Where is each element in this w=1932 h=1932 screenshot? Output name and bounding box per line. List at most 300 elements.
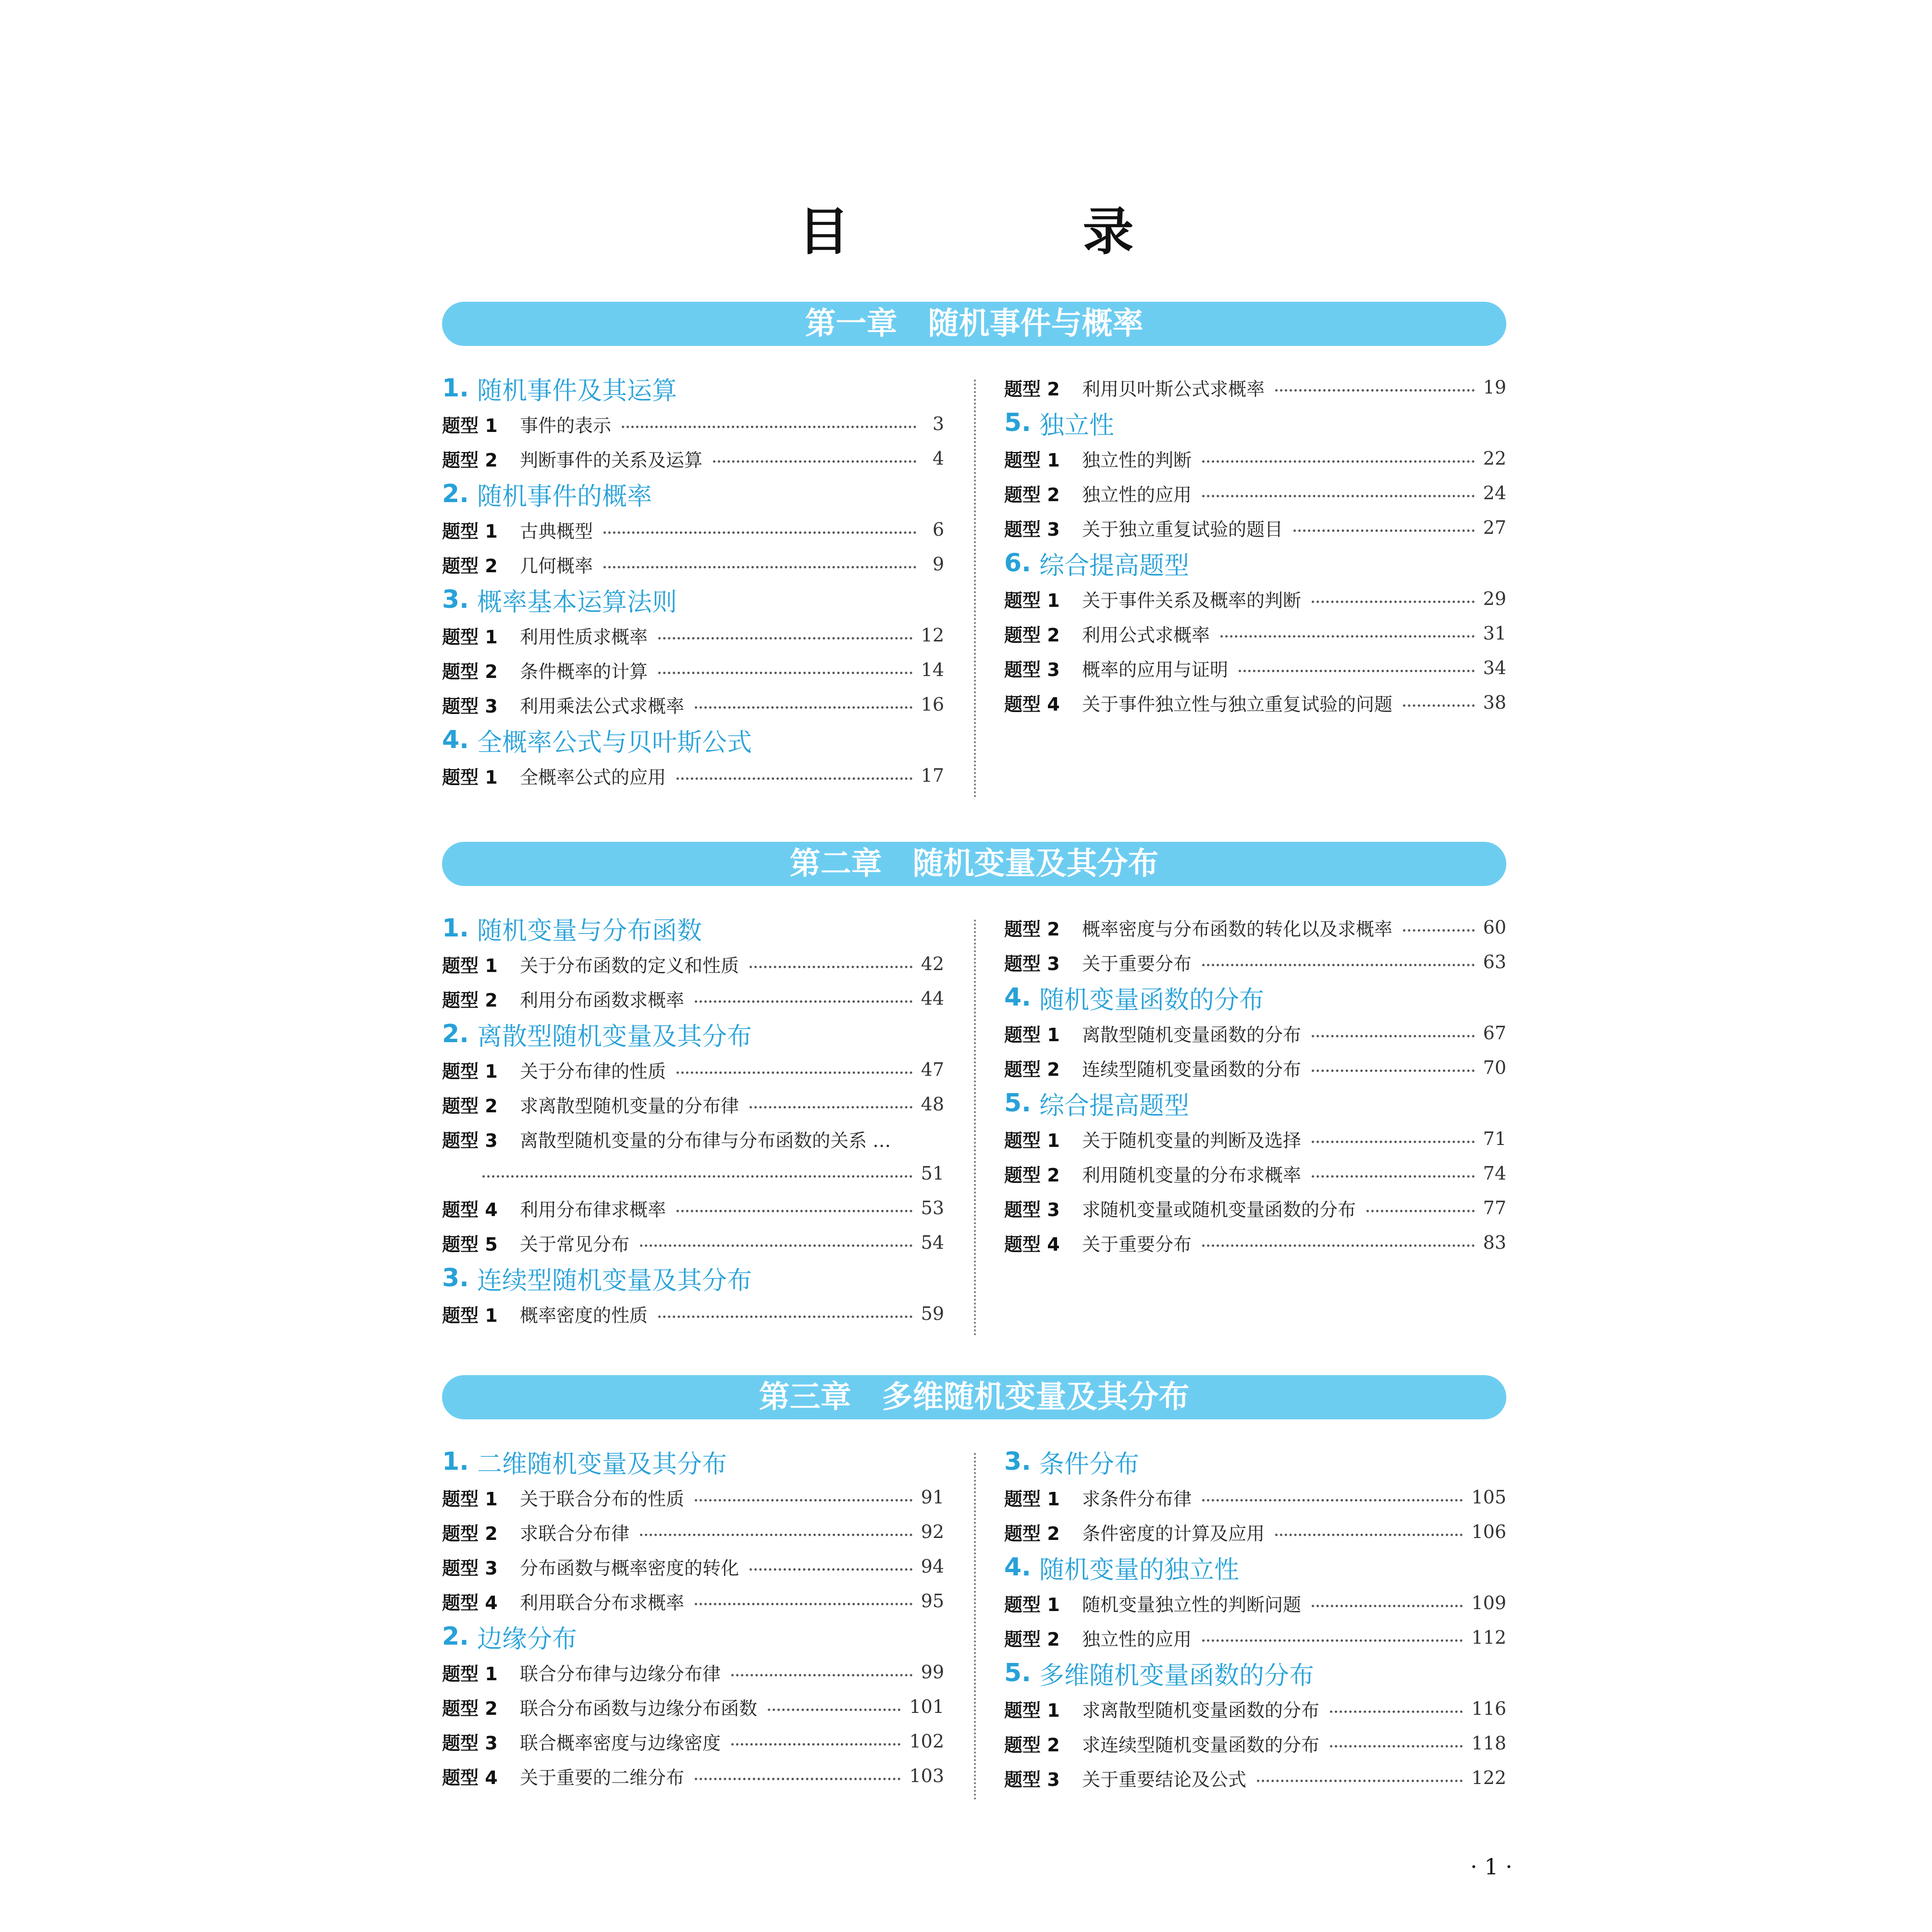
toc-entry[interactable] [1004,616,1506,651]
entry-title: 离散型随机变量的分布律与分布函数的关系 … [520,1130,891,1151]
topic-type-number: 1 [485,415,498,436]
toc-entry[interactable] [442,1549,944,1584]
toc-entry[interactable] [1004,1191,1506,1225]
entry-title: 独立性的判断 [1082,449,1192,471]
topic-type-word: 题型 [442,415,479,436]
page-ref: 105 [1471,1487,1506,1508]
toc-entry[interactable] [1004,1121,1506,1156]
dot-leader [1275,389,1475,392]
section-title: 边缘分布 [477,1624,578,1654]
toc-entry[interactable] [1004,1586,1506,1620]
dot-leader [1312,1035,1475,1037]
topic-type-number: 3 [485,1557,498,1579]
toc-column-right [1004,910,1506,1260]
dot-leader [750,966,912,968]
topic-type-word: 题型 [442,1199,479,1220]
toc-entry[interactable] [442,758,944,793]
entry-title: 关于重要分布 [1082,1233,1192,1255]
section-heading[interactable] [1004,1085,1506,1121]
topic-type-label [442,691,520,718]
topic-type-word: 题型 [442,1488,479,1510]
section-title: 随机变量的独立性 [1039,1555,1240,1585]
page-ref: 83 [1483,1232,1506,1253]
section-title: 随机变量与分布函数 [477,916,702,946]
topic-type-number: 3 [485,695,498,717]
toc-column-left [442,370,944,793]
entry-title: 关于重要的二维分布 [520,1767,685,1788]
dot-leader [603,566,916,568]
topic-type-number: 2 [1047,624,1060,646]
dot-leader [1403,929,1475,932]
topic-type-number: 5 [485,1233,498,1255]
dot-leader [1239,670,1475,672]
dot-leader [677,1210,912,1212]
topic-type-label [442,1553,520,1580]
toc-entry[interactable] [442,441,944,476]
toc-entry[interactable] [442,618,944,652]
topic-type-label [442,951,520,977]
entry-title: 关于常见分布 [520,1233,630,1255]
topic-type-label [442,551,520,578]
toc-entry[interactable] [1004,1050,1506,1085]
page-ref: 16 [921,694,944,715]
toc-entry[interactable] [442,687,944,722]
entry-title: 联合概率密度与边缘密度 [520,1732,721,1754]
topic-type-number: 1 [485,1663,498,1685]
section-heading[interactable] [442,910,944,947]
dot-leader [482,1175,912,1178]
topic-type-label [442,445,520,472]
dot-leader [1257,1780,1463,1782]
entry-title: 概率密度的性质 [520,1304,648,1326]
dot-leader [1312,1070,1475,1072]
toc-entry[interactable] [442,1087,944,1121]
toc-entry[interactable] [1004,1514,1506,1549]
toc-entry[interactable] [1004,476,1506,510]
section-title: 条件分布 [1039,1450,1140,1479]
topic-type-word: 题型 [442,1592,479,1613]
dot-leader [658,672,912,674]
toc-entry[interactable] [1004,1480,1506,1514]
topic-type-word: 题型 [1004,1130,1041,1151]
topic-type-label [1004,620,1082,647]
topic-type-label [442,1519,520,1545]
topic-type-number: 2 [485,1698,498,1719]
topic-type-number: 1 [485,766,498,788]
page-ref: 54 [921,1232,944,1253]
toc-entry[interactable] [442,1052,944,1087]
dot-leader [658,637,912,640]
page-ref: 77 [1483,1197,1506,1218]
topic-type-label [1004,914,1082,941]
page-ref: 101 [909,1696,944,1717]
topic-type-word: 题型 [442,695,479,717]
dot-leader [695,1603,912,1605]
entry-title: 利用分布函数求概率 [520,989,685,1011]
entry-title: 独立性的应用 [1082,484,1192,505]
topic-type-label [442,1484,520,1511]
page-ref: 106 [1471,1521,1506,1542]
entry-title: 求随机变量或随机变量函数的分布 [1082,1199,1356,1220]
page-ref: 109 [1471,1592,1506,1613]
toc-entry[interactable] [442,947,944,981]
topic-type-label [1004,689,1082,716]
toc-entry[interactable] [442,1480,944,1514]
topic-type-label [442,1126,520,1152]
topic-type-number: 2 [1047,378,1060,400]
toc-entry[interactable] [442,1724,944,1759]
topic-type-label [1004,374,1082,401]
entry-title: 事件的表示 [520,415,612,436]
section-number: 5. [1004,408,1031,437]
section-number: 2. [442,1622,469,1651]
entry-title: 随机变量独立性的判断问题 [1082,1594,1302,1615]
section-title: 概率基本运算法则 [477,588,677,617]
topic-type-word: 题型 [442,955,479,976]
topic-type-label [1004,1696,1082,1722]
toc-entry[interactable] [442,1759,944,1793]
page-ref: 95 [921,1590,944,1612]
section-title: 综合提高题型 [1039,1091,1190,1120]
entry-title: 几何概率 [520,555,593,577]
dot-leader [1275,1534,1463,1536]
topic-type-label [442,622,520,649]
toc-column-left [442,1443,944,1793]
topic-type-word: 题型 [442,661,479,682]
topic-type-number: 2 [485,1095,498,1117]
dot-leader [1312,1175,1475,1178]
toc-entry[interactable] [442,547,944,581]
page-ref: 91 [921,1487,944,1508]
section-number: 5. [1004,1089,1031,1118]
chapter-banner [442,842,1506,886]
topic-type-number: 3 [485,1732,498,1754]
topic-type-word: 题型 [442,989,479,1011]
topic-type-label [442,1091,520,1118]
section-heading[interactable] [442,1260,944,1296]
entry-title: 概率的应用与证明 [1082,659,1229,680]
topic-type-word: 题型 [1004,1699,1041,1721]
page-ref: 94 [921,1556,944,1577]
entry-title: 利用联合分布求概率 [520,1592,685,1613]
column-divider [974,1453,976,1800]
topic-type-label [442,1230,520,1256]
topic-type-label [442,1195,520,1221]
chapter-banner [442,1375,1506,1419]
topic-type-word: 题型 [442,1523,479,1544]
topic-type-label [442,763,520,789]
dot-leader [768,1709,900,1711]
toc-entry[interactable] [1004,441,1506,476]
topic-type-label [1004,515,1082,541]
toc-entry[interactable] [442,406,944,441]
dot-leader [1220,635,1475,638]
section-heading[interactable] [442,1443,944,1480]
dot-leader [1202,964,1475,966]
section-title: 多维随机变量函数的分布 [1039,1661,1315,1690]
page-ref: 42 [921,953,944,974]
toc-entry[interactable] [442,1296,944,1331]
topic-type-word: 题型 [442,1767,479,1788]
topic-type-number: 1 [1047,590,1060,611]
page-number: · 1 · [1470,1854,1513,1880]
topic-type-word: 题型 [1004,1734,1041,1756]
topic-type-word: 题型 [1004,1199,1041,1220]
topic-type-word: 题型 [442,1130,479,1151]
section-heading[interactable] [442,370,944,406]
topic-type-word: 题型 [442,1732,479,1754]
entry-title: 条件密度的计算及应用 [1082,1523,1265,1544]
toc-entry[interactable] [1004,945,1506,979]
dot-leader [1330,1710,1463,1713]
topic-type-number: 1 [1047,1024,1060,1046]
toc-entry[interactable] [442,1514,944,1549]
topic-type-label [442,657,520,683]
topic-type-word: 题型 [442,449,479,471]
topic-type-number: 2 [485,449,498,471]
section-number: 1. [442,914,469,943]
chapter-3 [442,1375,1506,1795]
topic-type-word: 题型 [1004,1058,1041,1080]
topic-type-label [1004,655,1082,681]
topic-type-word: 题型 [1004,1594,1041,1615]
topic-type-number: 2 [1047,918,1060,940]
section-title: 综合提高题型 [1039,551,1190,580]
toc-entry[interactable] [442,1191,944,1225]
entry-title: 利用乘法公式求概率 [520,695,685,717]
entry-title: 利用公式求概率 [1082,624,1210,646]
topic-type-number: 4 [485,1767,498,1788]
dot-leader [622,426,916,428]
page-ref: 6 [932,519,944,540]
dot-leader [1202,460,1475,463]
dot-leader [603,531,916,534]
section-title: 二维随机变量及其分布 [477,1450,727,1479]
section-title: 连续型随机变量及其分布 [477,1266,752,1295]
dot-leader [731,1743,900,1746]
topic-type-word: 题型 [442,1233,479,1255]
dot-leader [1403,704,1475,707]
topic-type-word: 题型 [442,1557,479,1579]
section-number: 3. [442,1264,469,1292]
topic-type-number: 1 [485,626,498,648]
page-ref: 116 [1471,1698,1506,1719]
entry-title: 判断事件的关系及运算 [520,449,703,471]
page-ref: 92 [921,1521,944,1542]
topic-type-label [442,411,520,437]
topic-type-number: 2 [1047,1734,1060,1756]
page-ref: 48 [921,1094,944,1115]
topic-type-word: 题型 [442,626,479,648]
topic-type-word: 题型 [1004,918,1041,940]
toc-column-left [442,910,944,1331]
topic-type-word: 题型 [442,555,479,577]
topic-type-number: 2 [1047,1058,1060,1080]
dot-leader [731,1674,912,1676]
topic-type-number: 4 [1047,693,1060,715]
topic-type-number: 1 [485,955,498,976]
toc-entry[interactable] [442,1121,944,1156]
entry-title: 利用性质求概率 [520,626,648,648]
topic-type-number: 3 [1047,1769,1060,1790]
entry-title: 关于联合分布的性质 [520,1488,685,1510]
dot-leader [1202,1244,1475,1247]
page-ref: 51 [921,1163,944,1184]
section-heading[interactable] [1004,979,1506,1016]
topic-type-number: 1 [1047,1594,1060,1615]
topic-type-label [1004,445,1082,472]
section-heading[interactable] [442,1016,944,1052]
topic-type-word: 题型 [1004,693,1041,715]
page-ref: 22 [1483,448,1506,469]
topic-type-number: 2 [1047,1523,1060,1544]
toc-entry[interactable] [1004,1156,1506,1191]
dot-leader [713,460,916,463]
section-number: 5. [1004,1659,1031,1687]
section-heading[interactable] [442,476,944,512]
page-ref: 103 [909,1765,944,1786]
toc-entry-continuation[interactable] [442,1156,944,1191]
toc-entry[interactable] [1004,910,1506,945]
entry-title: 离散型随机变量函数的分布 [1082,1024,1302,1046]
dot-leader [640,1244,912,1247]
dot-leader [1366,1210,1475,1212]
page-ref: 122 [1471,1767,1506,1788]
topic-type-label [1004,1020,1082,1046]
toc-entry[interactable] [1004,1760,1506,1795]
dot-leader [695,1000,912,1003]
page-ref: 17 [921,765,944,786]
section-number: 3. [442,585,469,614]
topic-type-word: 题型 [1004,1164,1041,1186]
toc-entry[interactable] [442,1225,944,1260]
entry-title: 概率密度与分布函数的转化以及求概率 [1082,918,1393,940]
page-ref: 3 [932,413,944,434]
chapter-title: 第一章 随机事件与概率 [805,306,1144,342]
entry-title: 关于随机变量的判断及选择 [1082,1130,1302,1151]
toc-entry[interactable] [1004,685,1506,720]
topic-type-label [1004,1230,1082,1256]
toc-entry[interactable] [1004,1691,1506,1726]
topic-type-number: 4 [485,1592,498,1613]
topic-type-label [1004,949,1082,975]
topic-type-word: 题型 [442,766,479,788]
topic-type-word: 题型 [442,1060,479,1082]
topic-type-number: 2 [485,1523,498,1544]
toc-entry[interactable] [1004,1225,1506,1260]
section-heading[interactable] [442,581,944,618]
entry-title: 分布函数与概率密度的转化 [520,1557,739,1579]
dot-leader [1312,1605,1463,1607]
entry-title: 求联合分布律 [520,1523,630,1544]
column-divider [974,380,976,798]
toc-entry[interactable] [442,512,944,547]
section-heading[interactable] [1004,1443,1506,1480]
toc-entry[interactable] [1004,651,1506,685]
topic-type-number: 1 [485,520,498,542]
toc-entry[interactable] [1004,1726,1506,1760]
page-ref: 9 [932,554,944,575]
section-number: 2. [442,1020,469,1048]
entry-title: 关于独立重复试验的题目 [1082,518,1283,540]
dot-leader [1312,601,1475,603]
page-ref: 24 [1483,482,1506,504]
section-heading[interactable] [1004,1549,1506,1586]
topic-type-word: 题型 [442,520,479,542]
section-heading[interactable] [1004,1655,1506,1691]
topic-type-label [1004,1484,1082,1511]
topic-type-number: 2 [1047,484,1060,505]
entry-title: 求离散型随机变量函数的分布 [1082,1699,1320,1721]
page-ref: 67 [1483,1022,1506,1044]
section-heading[interactable] [1004,545,1506,581]
topic-type-word: 题型 [1004,1233,1041,1255]
topic-type-word: 题型 [442,1304,479,1326]
toc-entry[interactable] [1004,370,1506,405]
toc-entry[interactable] [1004,1016,1506,1050]
section-number: 4. [1004,983,1031,1012]
toc-entry[interactable] [1004,510,1506,545]
topic-type-word: 题型 [1004,1024,1041,1046]
chapter-2 [442,842,1506,1331]
dot-leader [695,1778,900,1780]
section-heading[interactable] [1004,405,1506,441]
topic-type-number: 1 [485,1488,498,1510]
page-ref: 47 [921,1059,944,1080]
topic-type-label [442,1057,520,1083]
section-number: 4. [1004,1553,1031,1582]
section-heading[interactable] [442,722,944,758]
dot-leader [658,1316,912,1318]
toc-entry[interactable] [1004,1620,1506,1655]
section-number: 3. [1004,1447,1031,1476]
dot-leader [1330,1745,1463,1747]
topic-type-number: 3 [1047,518,1060,540]
entry-title: 关于事件关系及概率的判断 [1082,590,1302,611]
entry-title: 连续型随机变量函数的分布 [1082,1058,1302,1080]
topic-type-label [1004,1055,1082,1081]
dot-leader [1202,1499,1463,1501]
topic-type-label [442,517,520,543]
toc-entry[interactable] [442,1689,944,1724]
toc-entry[interactable] [442,1655,944,1689]
topic-type-label [1004,480,1082,506]
dot-leader [677,1071,912,1074]
topic-type-label [442,985,520,1012]
topic-type-word: 题型 [1004,1628,1041,1650]
topic-type-number: 3 [1047,1199,1060,1220]
topic-type-number: 3 [485,1130,498,1151]
topic-type-word: 题型 [1004,953,1041,974]
toc-entry[interactable] [442,652,944,687]
toc-entry[interactable] [1004,581,1506,616]
topic-type-word: 题型 [1004,484,1041,505]
toc-column-right [1004,370,1506,720]
section-number: 1. [442,374,469,403]
topic-type-label [442,1659,520,1686]
entry-title: 条件概率的计算 [520,661,648,682]
entry-title: 利用贝叶斯公式求概率 [1082,378,1265,400]
entry-title: 关于分布函数的定义和性质 [520,955,739,976]
toc-entry[interactable] [442,981,944,1016]
section-title: 随机事件的概率 [477,482,652,511]
section-heading[interactable] [442,1618,944,1655]
toc-entry[interactable] [442,1584,944,1618]
dot-leader [750,1106,912,1108]
page-ref: 74 [1483,1163,1506,1184]
section-number: 2. [442,480,469,508]
dot-leader [1202,1639,1463,1642]
